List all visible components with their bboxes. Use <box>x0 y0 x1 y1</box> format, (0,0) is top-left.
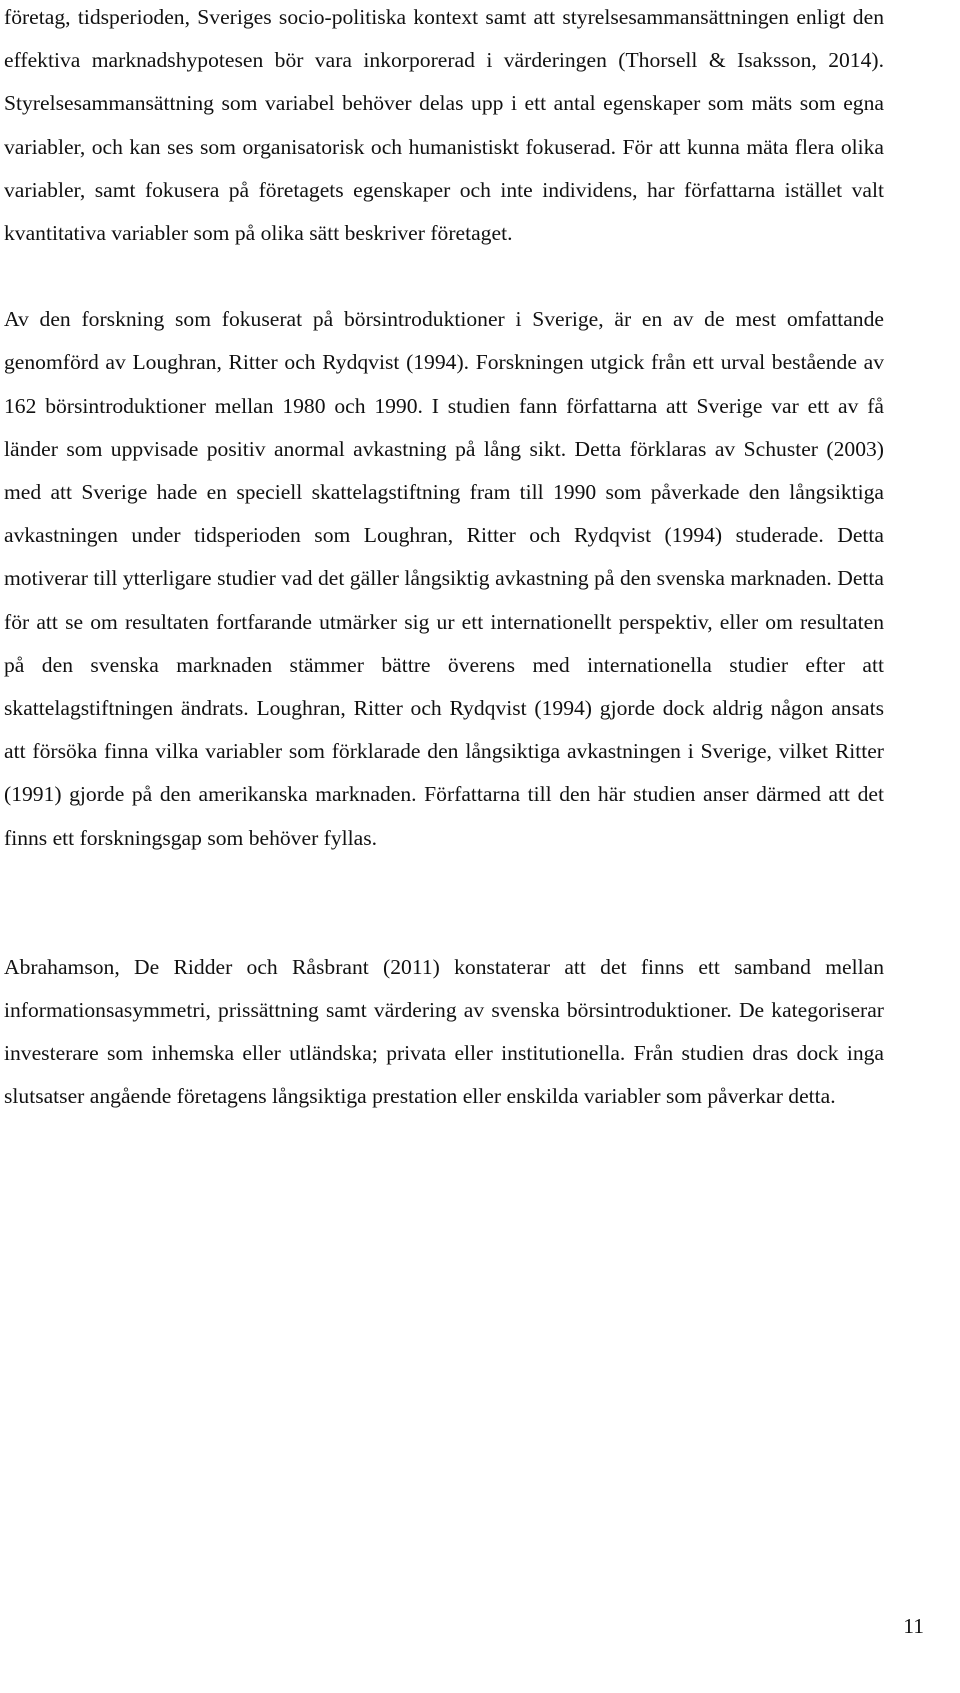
page-number: 11 <box>903 1614 924 1638</box>
document-page <box>4 0 884 1119</box>
body-paragraph-2: Av den forskning som fokuserat på börsintroduktioner i Sverige, är en av de mest omfattande genomförd av Loughran, Ritter och Rydqvist (1994). Forskningen utgick från ett urval bestående av 162 börsintroduktioner mellan 1980 och 1990. I studien fann författarna att Sverige var ett av få länder som uppvisade positiv anormal avkastning på lång sikt. Detta förklaras av Schuster (2003) med att Sverige hade en speciell skattelagstiftning fram till 1990 som påverkade den långsiktiga avkastningen under tidsperioden som Loughran, Ritter och Rydqvist (1994) studerade. Detta motiverar till ytterligare studier vad det gäller långsiktig avkastning på den svenska marknaden. Detta för att se om resultaten fortfarande utmärker sig ur ett internationellt perspektiv, eller om resultaten på den svenska marknaden stämmer bättre överens med internationella studier efter att skattelagstiftningen ändrats. Loughran, Ritter och Rydqvist (1994) gjorde dock aldrig någon ansats att försöka finna vilka variabler som förklarade den långsiktiga avkastningen i Sverige, vilket Ritter (1991) gjorde på den amerikanska marknaden. Författarna till den här studien anser därmed att det finns ett forskningsgap som behöver fyllas. <box>4 307 884 850</box>
body-paragraph-1: företag, tidsperioden, Sveriges socio-politiska kontext samt att styrelsesammansättningen enligt den effektiva marknadshypotesen bör vara inkorporerad i värderingen (Thorsell & Isaksson, 2014). Styrelsesammansättning som variabel behöver delas upp i ett antal egenskaper som mäts som egna variabler, och kan ses som organisatorisk och humanistiskt fokuserad. För att kunna mäta flera olika variabler, samt fokusera på företagets egenskaper och inte individens, har författarna istället valt kvantitativa variabler som på olika sätt beskriver företaget. <box>4 5 884 246</box>
body-paragraph-3: Abrahamson, De Ridder och Råsbrant (2011) konstaterar att det finns ett samband mellan informationsasymmetri, prissättning samt värdering av svenska börsintroduktioner. De kategoriserar investerare som inhemska eller utländska; privata eller institutionella. Från studien dras dock inga slutsatser angående företagens långsiktiga prestation eller enskilda variabler som påverkar detta. <box>4 954 884 1109</box>
